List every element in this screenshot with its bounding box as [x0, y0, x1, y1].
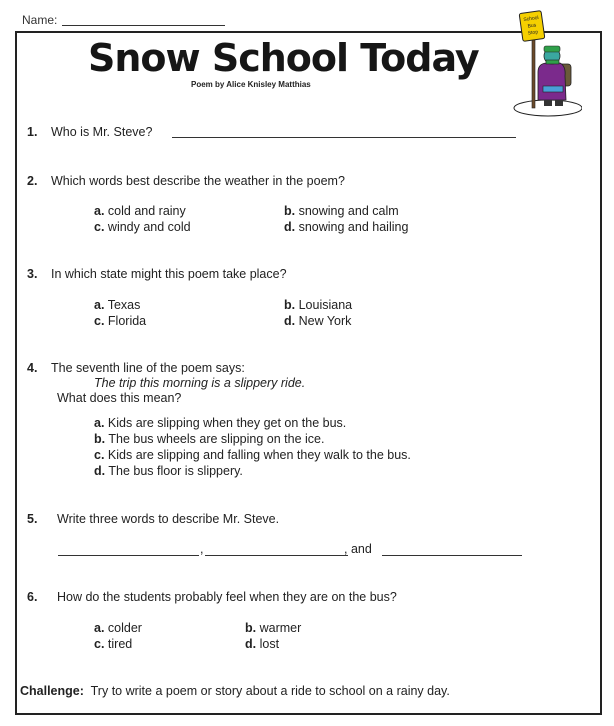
question-4-option-c[interactable]: c. Kids are slipping and falling when they walk to the bus. [94, 448, 411, 462]
bus-stop-child-illustration [508, 8, 582, 118]
question-2-number: 2. [27, 174, 38, 188]
question-1-answer-line[interactable] [172, 137, 516, 138]
name-label: Name: [22, 13, 58, 27]
question-5-comma: , [200, 542, 204, 556]
question-6-number: 6. [27, 590, 38, 604]
question-3-option-b[interactable]: b. Louisiana [284, 298, 353, 312]
question-5-number: 5. [27, 512, 38, 526]
question-1-text: Who is Mr. Steve? [51, 125, 153, 139]
sign-text-bus: Bus [527, 22, 537, 30]
question-6-option-d[interactable]: d. lost [245, 637, 280, 651]
question-2-option-c[interactable]: c. windy and cold [94, 220, 191, 234]
question-3-option-a[interactable]: a. Texas [94, 298, 141, 312]
question-5-answer-line-2[interactable] [205, 555, 348, 556]
question-5-answer-line-3[interactable] [382, 555, 522, 556]
question-5-answer-line-1[interactable] [58, 555, 199, 556]
question-2-text: Which words best describe the weather in the poem? [51, 174, 345, 188]
question-2-option-d[interactable]: d. snowing and hailing [284, 220, 409, 234]
question-4-number: 4. [27, 361, 38, 375]
question-4-option-d[interactable]: d. The bus floor is slippery. [94, 464, 243, 478]
question-3-text: In which state might this poem take place? [51, 267, 287, 281]
poem-byline: Poem by Alice Knisley Matthias [191, 80, 311, 89]
sign-text-school: School [523, 15, 540, 24]
question-6-text: How do the students probably feel when they are on the bus? [57, 590, 397, 604]
question-4-option-b[interactable]: b. The bus wheels are slipping on the ice. [94, 432, 325, 446]
question-4-text: The seventh line of the poem says: [51, 361, 245, 375]
sign-text-stop: Stop [527, 29, 539, 37]
question-3-option-c[interactable]: c. Florida [94, 314, 147, 328]
question-3-option-d[interactable]: d. New York [284, 314, 352, 328]
question-2-option-a[interactable]: a. cold and rainy [94, 204, 186, 218]
challenge-text: Try to write a poem or story about a ride to school on a rainy day. [90, 684, 450, 698]
question-4-option-a[interactable]: a. Kids are slipping when they get on the bus. [94, 416, 347, 430]
question-1-number: 1. [27, 125, 38, 139]
question-6-option-c[interactable]: c. tired [94, 637, 133, 651]
question-5-text: Write three words to describe Mr. Steve. [57, 512, 280, 526]
worksheet-title: Snow School Today [88, 36, 479, 80]
question-4-quote: The trip this morning is a slippery ride. [94, 376, 306, 390]
question-6-option-b[interactable]: b. warmer [245, 621, 302, 635]
name-input-line[interactable] [62, 25, 225, 26]
question-6-option-a[interactable]: a. colder [94, 621, 142, 635]
challenge-prompt [20, 684, 450, 698]
question-4-followup: What does this mean? [57, 391, 182, 405]
challenge-label: Challenge: [20, 684, 84, 698]
question-3-number: 3. [27, 267, 38, 281]
question-2-option-b[interactable]: b. snowing and calm [284, 204, 399, 218]
question-5-and: , and [344, 542, 372, 556]
